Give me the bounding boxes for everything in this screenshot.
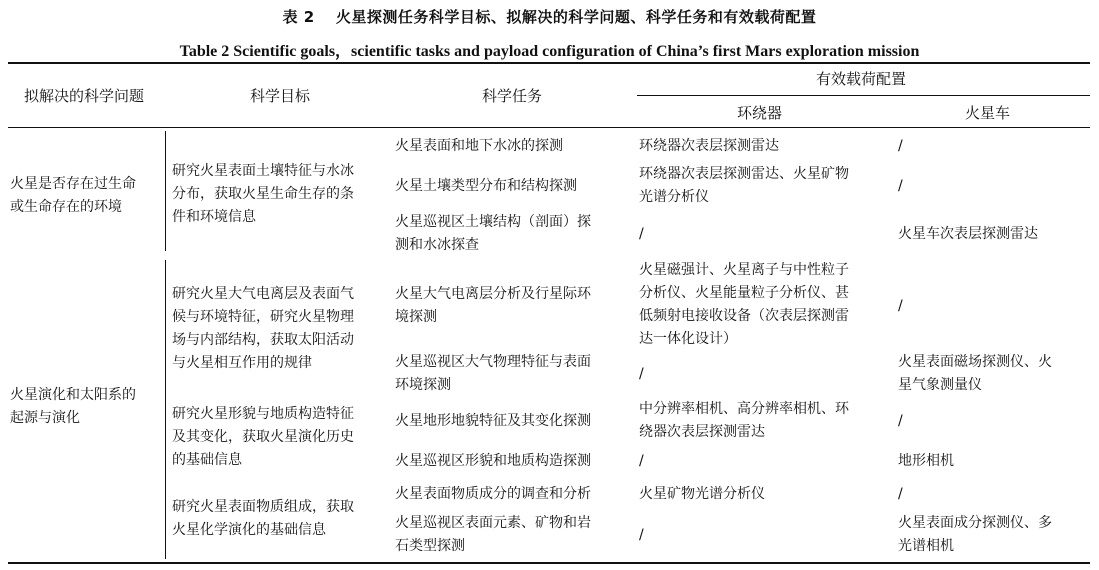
header-rule [8,127,1090,128]
header-orbiter: 环绕器 [737,104,783,122]
task-cell: 火星表面和地下水冰的探测 [395,138,563,154]
payload-subrule [637,95,1090,96]
task-cell: 火星巡视区形貌和地质构造探测 [395,453,591,469]
orbiter-cell: 环绕器次表层探测雷达、火星矿物 光谱分析仪 [639,166,849,205]
header-goal: 科学目标 [250,87,311,105]
orbiter-cell: 火星矿物光谱分析仪 [639,486,765,502]
goal-soil-water: 研究火星表面土壤特征与水冰 分布，获取火星生命生存的条 件和环境信息 [172,163,354,225]
rover-cell: / [898,413,903,429]
orbiter-cell: 中分辨率相机、高分辨率相机、环 绕器次表层探测雷达 [639,401,849,440]
problem-evolution: 火星演化和太阳系的 起源与演化 [10,387,136,426]
task-cell: 火星表面物质成分的调查和分析 [395,486,591,502]
table-caption-en: Table 2 Scientific goals，scientific tasks and payload configuration of China’s first Mars exploration mission [179,43,920,60]
orbiter-cell: / [639,226,644,242]
goal-geology: 研究火星形貌与地质构造特征 及其变化，获取火星演化历史 的基础信息 [172,406,354,468]
task-cell: 火星地形地貌特征及其变化探测 [395,413,591,429]
task-cell: 火星大气电离层分析及行星际环 境探测 [395,286,591,325]
orbiter-cell: 环绕器次表层探测雷达 [639,138,779,154]
goal-composition: 研究火星表面物质组成，获取 火星化学演化的基础信息 [172,499,354,538]
rover-cell: / [898,298,903,314]
bottom-rule [8,562,1090,564]
top-rule [8,62,1090,64]
rover-cell: / [898,178,903,194]
header-rover: 火星车 [965,104,1011,122]
rover-cell: / [898,486,903,502]
problem-life: 火星是否存在过生命 或生命存在的环境 [10,176,136,215]
header-problem: 拟解决的科学问题 [24,87,145,105]
rover-cell: 火星表面磁场探测仪、火 星气象测量仪 [898,354,1052,393]
orbiter-cell: 火星磁强计、火星离子与中性粒子 分析仪、火星能量粒子分析仪、甚 低频射电接收设备（次表层探测雷 达一体化设计） [639,262,849,347]
rover-cell: / [898,138,903,154]
task-cell: 火星巡视区表面元素、矿物和岩 石类型探测 [395,515,591,554]
orbiter-cell: / [639,453,644,469]
orbiter-cell: / [639,366,644,382]
rover-cell: 火星表面成分探测仪、多 光谱相机 [898,515,1052,554]
task-cell: 火星巡视区土壤结构（剖面）探 测和水冰探查 [395,214,591,253]
header-task: 科学任务 [482,87,543,105]
group1-bracket [165,131,166,251]
rover-cell: 地形相机 [898,453,954,469]
goal-atmosphere: 研究火星大气电离层及表面气 候与环境特征，研究火星物理 场与内部结构，获取太阳活动 与火星相互作用的规律 [172,286,354,371]
table-caption-cn: 表 2 火星探测任务科学目标、拟解决的科学问题、科学任务和有效载荷配置 [282,8,817,26]
task-cell: 火星土壤类型分布和结构探测 [395,178,577,194]
header-payload: 有效载荷配置 [816,70,907,88]
group2-bracket [165,260,166,559]
rover-cell: 火星车次表层探测雷达 [898,226,1038,242]
task-cell: 火星巡视区大气物理特征与表面 环境探测 [395,354,591,393]
orbiter-cell: / [639,527,644,543]
